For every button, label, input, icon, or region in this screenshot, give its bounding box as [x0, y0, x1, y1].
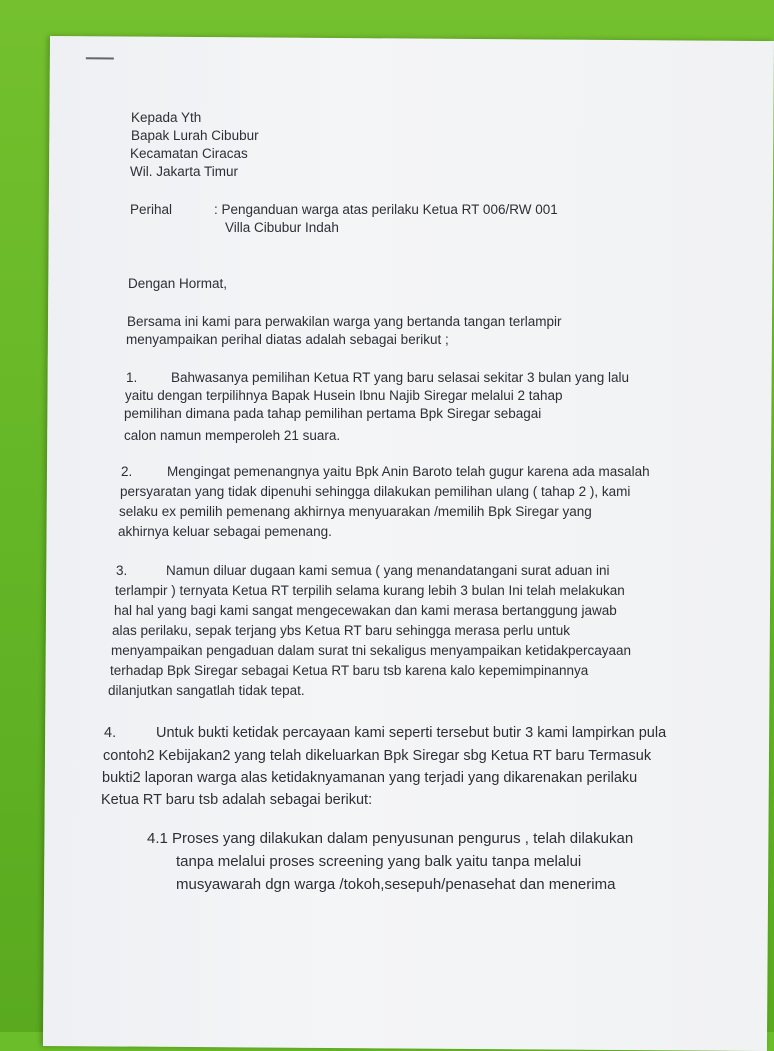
point-4-line-4: Ketua RT baru tsb adalah sebagai berikut: — [101, 792, 373, 808]
point-1-line-2: yaitu dengan terpilihnya Bapak Husein Ibnu Najib Siregar melalui 2 tahap — [125, 388, 563, 403]
point-2-line-4: akhirnya keluar sebagai pemenang. — [118, 524, 332, 539]
point-3-number: 3. — [116, 563, 128, 578]
point-1-line-4: calon namun memperoleh 21 suara. — [124, 428, 341, 443]
point-3-line-2: terlampir ) ternyata Ketua RT terpilih selama kurang lebih 3 bulan Ini telah melakukan — [115, 583, 625, 598]
point-3-line-4: alas perilaku, sepak terjang ybs Ketua RT baru sehingga merasa perlu untuk — [112, 623, 571, 638]
point-1-line-1: Bahwasanya pemilihan Ketua RT yang baru selasai sekitar 3 bulan yang lalu — [171, 370, 630, 385]
point-2-number: 2. — [121, 464, 133, 479]
address-line-3: Kecamatan Ciracas — [130, 146, 248, 161]
subject-text-line-2: Villa Cibubur Indah — [225, 220, 339, 235]
intro-line-1: Bersama ini kami para perwakilan warga yang bertanda tangan terlampir — [127, 314, 562, 329]
point-3-line-1: Namun diluar dugaan kami semua ( yang menandatangani surat aduan ini — [166, 563, 610, 578]
greeting: Dengan Hormat, — [128, 276, 228, 291]
point-4-line-3: bukti2 laporan warga alas ketidaknyamanan yang terjadi yang dikarenakan perilaku — [102, 770, 638, 786]
address-line-2: Bapak Lurah Cibubur — [131, 128, 259, 143]
point-3-line-5: menyampaikan pengaduan dalam surat tni sekaligus menyampaikan ketidakpercayaan — [111, 643, 632, 658]
address-line-1: Kepada Yth — [131, 110, 202, 125]
point-4-1-line-2: tanpa melalui proses screening yang balk yaitu tanpa melalui — [176, 853, 582, 870]
intro-line-2: menyampaikan perihal diatas adalah sebagai berikut ; — [126, 332, 449, 347]
subject-text-line-1: : Penganduan warga atas perilaku Ketua RT 006/RW 001 — [214, 202, 558, 217]
point-2-line-3: selaku ex pemilih pemenang akhirnya menyuarakan /memilih Bpk Siregar yang — [119, 504, 592, 519]
address-line-4: Wil. Jakarta Timur — [130, 164, 239, 179]
point-2-line-2: persyaratan yang tidak dipenuhi sehingga dilakukan pemilihan ulang ( tahap 2 ), kami — [120, 484, 631, 499]
point-3-line-3: hal hal yang bagi kami sangat mengecewakan dan kami merasa bertanggung jawab — [114, 603, 617, 618]
point-4-number: 4. — [104, 725, 117, 741]
subject-label: Perihal — [130, 202, 173, 217]
point-1-number: 1. — [126, 370, 138, 385]
point-1-line-3: pemilihan dimana pada tahap pemilihan pertama Bpk Siregar sebagai — [124, 406, 542, 421]
point-4-line-1: Untuk bukti ketidak percayaan kami seperti tersebut butir 3 kami lampirkan pula — [156, 725, 667, 741]
point-3-line-6: terhadap Bpk Siregar sebagai Ketua RT baru tsb karena kalo kepemimpinannya — [110, 663, 589, 678]
point-4-line-2: contoh2 Kebijakan2 yang telah dikeluarkan Bpk Siregar sbg Ketua RT baru Termasuk — [103, 748, 652, 764]
point-4-1-line-1: 4.1 Proses yang dilakukan dalam penyusunan pengurus , telah dilakukan — [147, 830, 634, 847]
point-3-line-7: dilanjutkan sangatlah tidak tepat. — [108, 683, 305, 698]
point-4-1-line-3: musyawarah dgn warga /tokoh,sesepuh/penasehat dan menerima — [176, 876, 616, 893]
pen-mark — [86, 57, 114, 59]
point-2-line-1: Mengingat pemenangnya yaitu Bpk Anin Baroto telah gugur karena ada masalah — [167, 464, 650, 479]
letter-page — [43, 36, 774, 1051]
